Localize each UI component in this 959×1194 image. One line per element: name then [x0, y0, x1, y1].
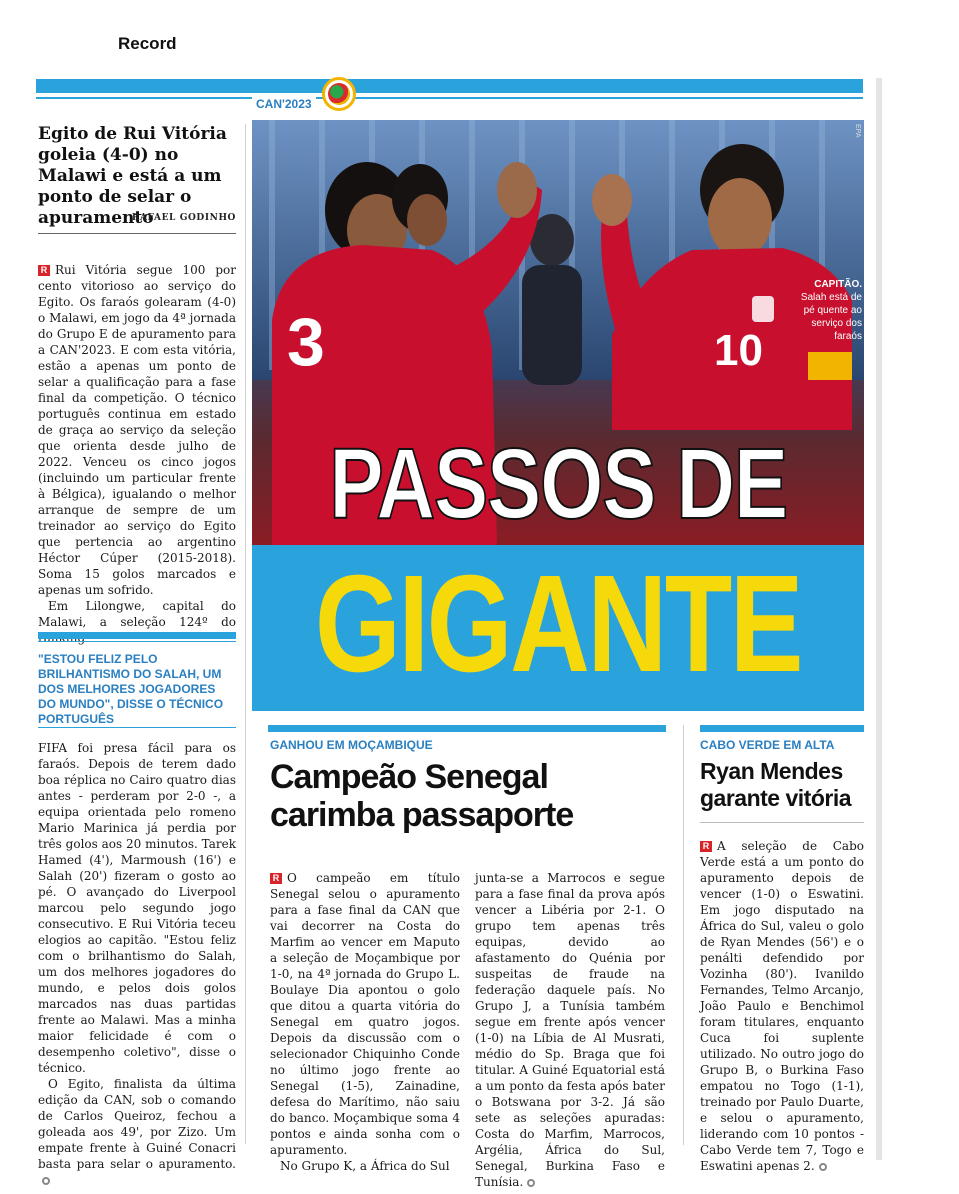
- lead-column-2: [38, 740, 236, 1171]
- lead-paragraph-2: Em Lilongwe, capital do Malawi, a seleção 124º do: [38, 599, 236, 629]
- photo-caption: [800, 278, 862, 343]
- caboverde-headline: Ryan Mendes garante vitória: [700, 758, 851, 811]
- lead-column-1: [38, 262, 236, 629]
- end-of-article-icon: [527, 1179, 535, 1187]
- section-label: CAN'2023: [252, 97, 316, 111]
- caption-title: CAPITÃO.: [814, 279, 862, 290]
- lead-paragraph-3: FIFA foi presa fácil para os faraós. Depois de terem dado boa réplica no Cairo quatro dias antes - perderam por 2-0 -, a equipa orientada pelo romeno Mario Marinica já perdia por três golos aos 20 minutos. Tarek Hamed (4'), Marmoush (16') e Salah (20') fizeram o gosto ao pé. O avançado do Liverpool marcou pelo segundo jogo consecutivo. E Rui Vitória teceu elogios ao capitão. "Estou feliz com o brilhantismo do Salah, um dos melhores jogadores do mundo, e pelos dois golos marcados nas duas partidas frente ao Malawi. Mas a minha maior felicidade é com o desempenho coletivo", disse o técnico.: [38, 741, 236, 1075]
- lead-paragraph-4: O Egito, finalista da última edição da CAN, sob o comando de Carlos Queiroz, fechou a goleada aos 49', por Zizo. Um empate frente à Guiné Conacri basta para selar o apuramento.: [38, 1076, 236, 1188]
- senegal-kicker: GANHOU EM MOÇAMBIQUE: [270, 738, 433, 752]
- pull-quote-rule: [38, 641, 236, 642]
- senegal-section-bar: [268, 725, 666, 732]
- caboverde-column: [700, 838, 864, 1173]
- caption-text: Salah está de pé quente ao serviço dos faraós: [800, 292, 862, 342]
- caboverde-section-bar: [700, 725, 864, 732]
- record-mark-icon: R: [700, 841, 712, 852]
- section-top-line: [36, 97, 863, 99]
- column-separator: [245, 124, 246, 1144]
- lead-headline: Egito de Rui Vitória goleia (4-0) no Malawi e está a um ponto de selar o apuramento: [38, 124, 227, 228]
- senegal-column-1: [270, 870, 460, 1173]
- senegal-paragraph-2: No Grupo K, a África do Sul: [280, 1159, 450, 1173]
- main-title-line-2: GIGANTE: [314, 547, 802, 701]
- end-of-article-icon: [819, 1163, 827, 1171]
- publication-name: Record: [118, 34, 177, 53]
- svg-text:3: 3: [287, 304, 325, 380]
- senegal-paragraph-3: junta-se a Marrocos e segue para a fase final da prova após vencer a Libéria por 2-1. O grupo tem apenas três equipas, devido ao afastamento do Quénia por suspeitas de fraude na federação daquele país. No Grupo J, a Tunísia também segue em frente após vencer (1-0) na Líbia de Al Musrati, médio do Sp. Braga que foi titular. A Guiné Equatorial está a um ponto da festa após bater o Botswana por 3-2. Já são sete as seleções apuradas: Costa do Marfim, Marrocos, Argélia, África do Sul, Senegal, Burkina Faso e Tunísia.: [475, 871, 665, 1189]
- afcon-logo-icon: [322, 77, 356, 111]
- end-of-article-icon: [42, 1177, 50, 1185]
- column-separator: [683, 725, 684, 1145]
- main-title-line-1: PASSOS DE: [329, 428, 787, 540]
- lead-paragraph-1: R Rui Vitória segue 100 por cento vitorioso ao serviço do Egito. Os faraós golearam (4-0) o Malawi, em jogo da 4ª jornada do Grupo E de apuramento para a CAN'2023. E com esta vitória, estão a apenas um ponto de selar a qualificação para a fase final da competição. O técnico português continua em estado de graça ao serviço da seleção que orienta desde julho de 2022. Venceu os cinco jogos (incluindo um particular frente à Bélgica), igualando o melhor arranque de sempre de um treinador ao serviço do Egito que pertencia ao argentino Héctor Cúper (2015-2018). Soma 15 golos marcados e apenas um sofrido.: [38, 263, 236, 597]
- byline-rule: [38, 233, 236, 234]
- pull-quote-bar: [38, 632, 236, 639]
- page-edge-shadow: [876, 78, 882, 1160]
- record-mark-icon: R: [38, 265, 50, 276]
- pull-quote-end-rule: [38, 727, 236, 728]
- senegal-headline: Campeão Senegal carimba passaporte: [270, 758, 574, 834]
- caboverde-paragraph: R A seleção de Cabo Verde está a um ponto do apuramento depois de vencer (1-0) o Eswatini. Em jogo disputado na África do Sul, valeu o golo de Ryan Mendes (56') e o penálti defendido por Vozinha (80'). Ivanildo Fernandes, Telmo Arcanjo, João Paulo e Benchimol foram titulares, enquanto Cuca foi suplente utilizado. No outro jogo do Grupo B, o Burkina Faso empatou no Togo (1-1), treinado por Paulo Duarte, e selou o apuramento, liderando com 10 pontos - Cabo Verde tem 7, Togo e Eswatini apenas 2.: [700, 839, 864, 1173]
- caboverde-kicker: CABO VERDE EM ALTA: [700, 738, 835, 752]
- section-top-bar: [36, 79, 863, 93]
- svg-text:10: 10: [714, 326, 763, 375]
- byline: RAFAEL GODINHO: [131, 213, 236, 223]
- caboverde-rule: [700, 822, 864, 823]
- photo-credit: EPA: [854, 124, 861, 138]
- senegal-column-2: [475, 870, 665, 1189]
- record-mark-icon: R: [270, 873, 282, 884]
- senegal-paragraph-1: R O campeão em título Senegal selou o apuramento para a fase final da CAN que vai decorrer na Costa do Marfim ao vencer em Maputo a seleção de Moçambique por 1-0, na 4ª jornada do Grupo L. Boulaye Dia apontou o golo que ditou a quarta vitória do Senegal em quatro jogos. Depois da discussão com o selecionador Chiquinho Conde no último jogo frente ao Senegal (1-5), Zainadine, defesa do Marítimo, não saiu do banco. Moçambique soma 4 pontos e ainda sonha com o apuramento.: [270, 871, 460, 1157]
- pull-quote: "ESTOU FELIZ PELO BRILHANTISMO DO SALAH, UM DOS MELHORES JOGADORES DO MUNDO", DISSE O TÉCNICO PORTUGUÊS: [38, 652, 224, 726]
